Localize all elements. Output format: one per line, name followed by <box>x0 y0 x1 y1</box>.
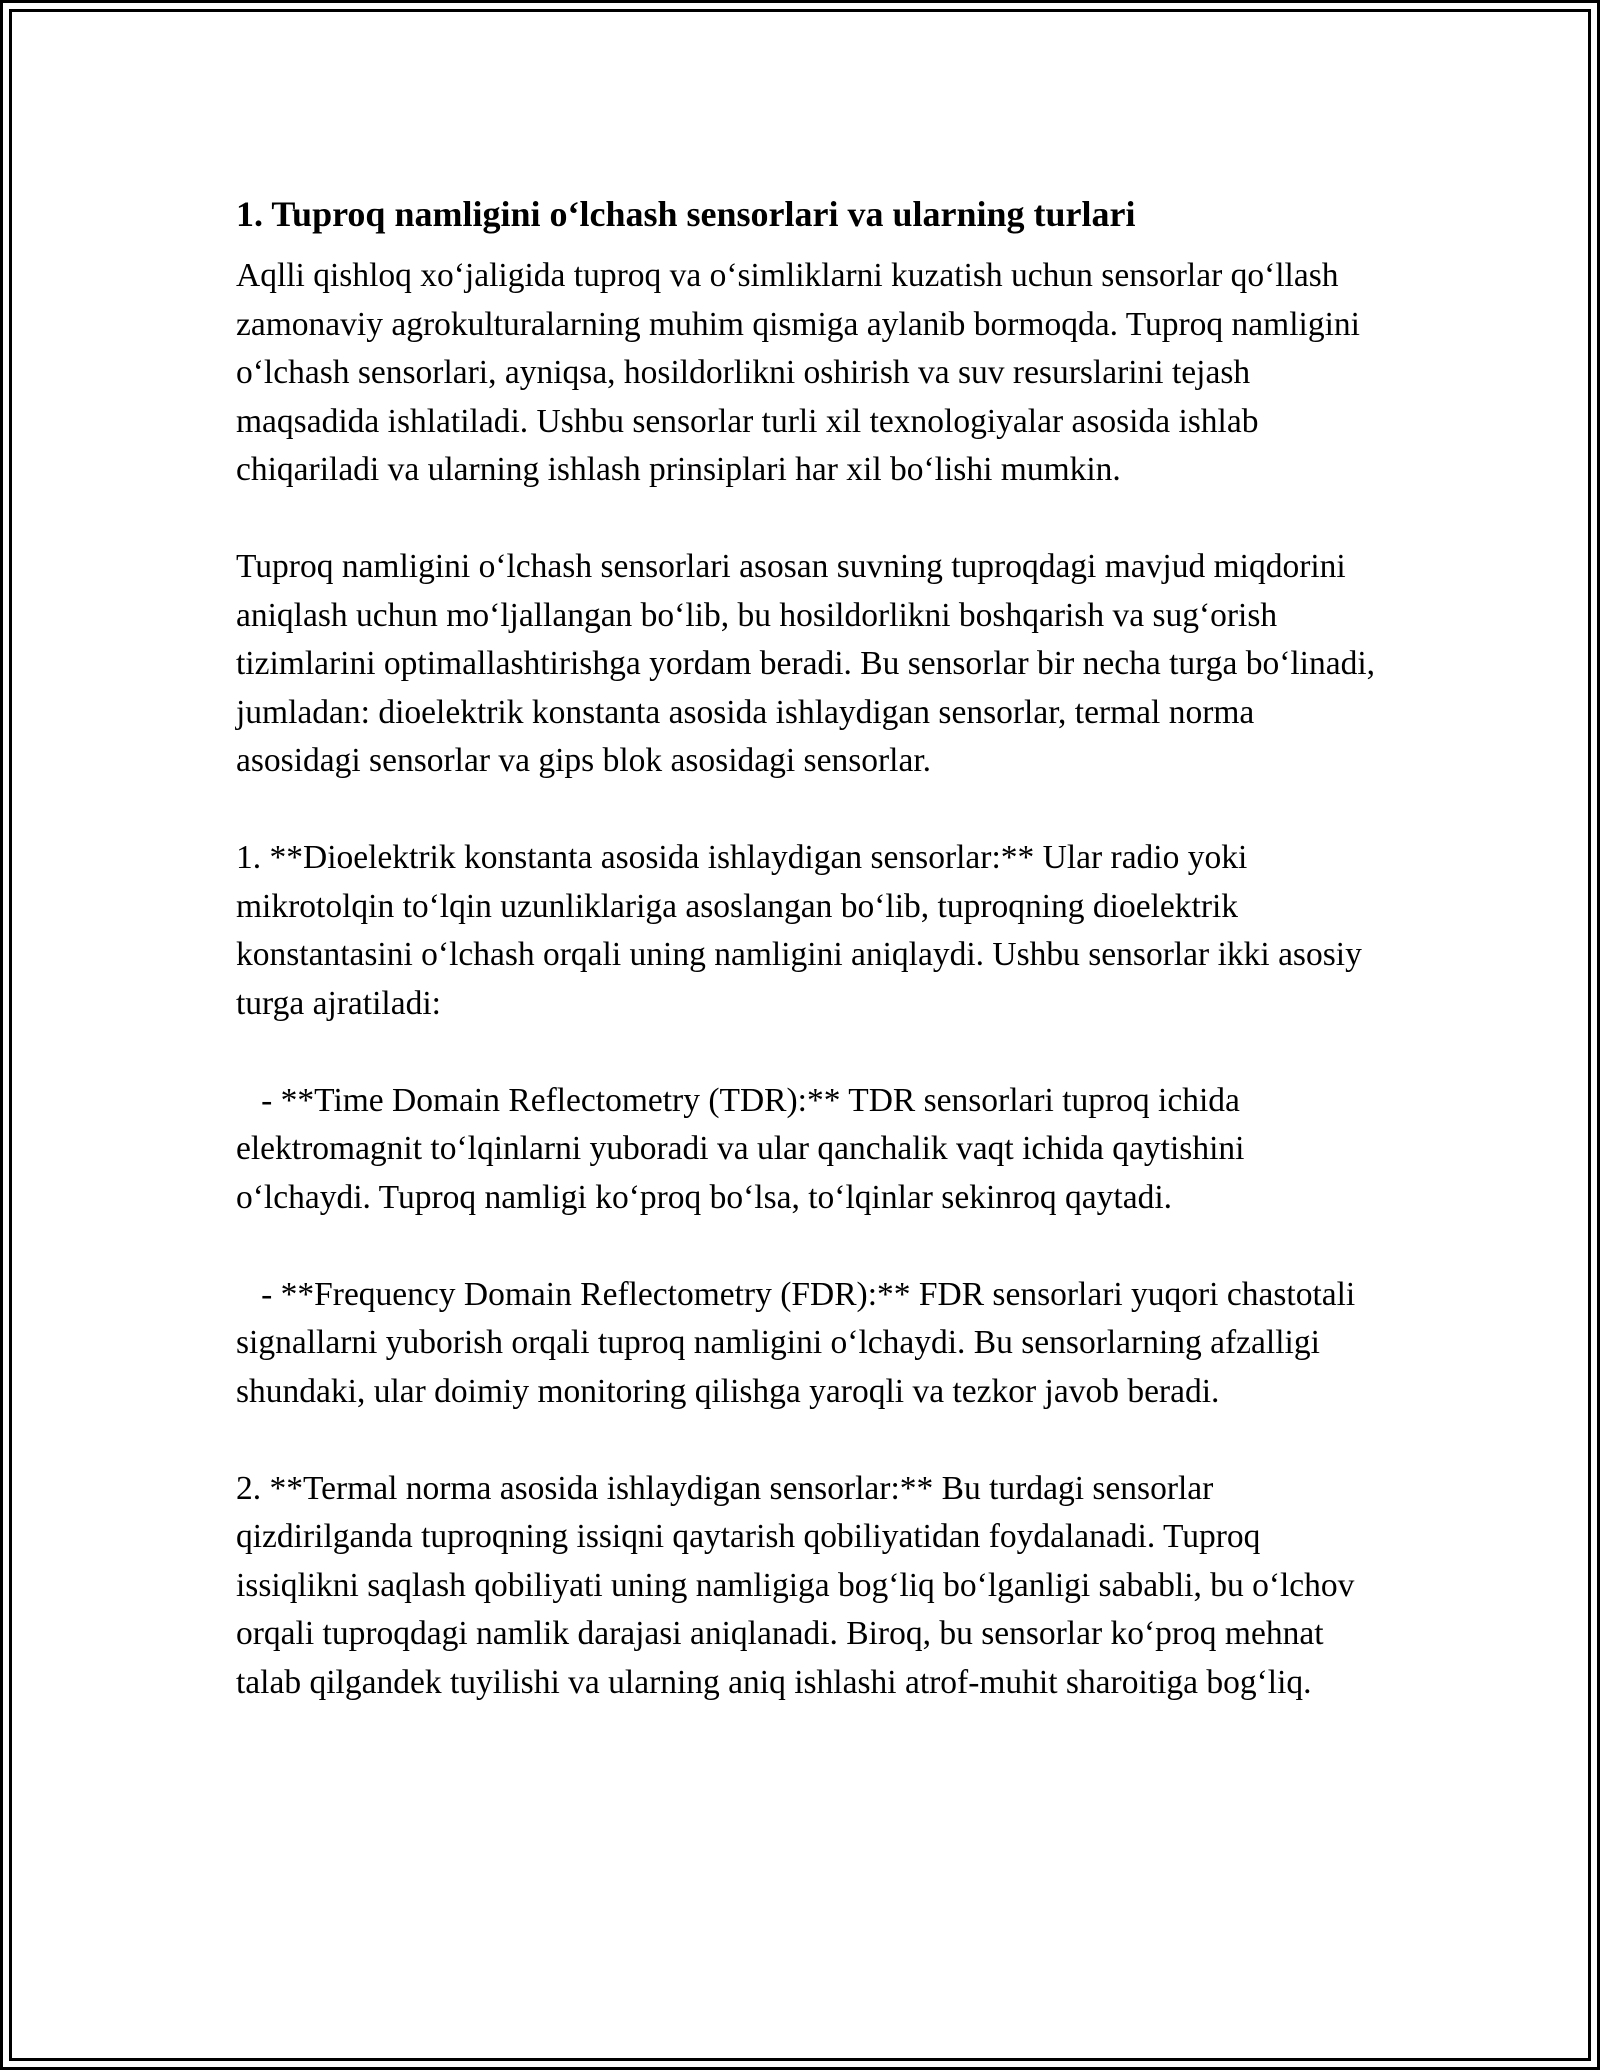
paragraph-overview: Tuproq namligini o‘lchash sensorlari asosan suvning tuproqdagi mavjud miqdorini aniqlash uchun mo‘ljallangan bo‘lib, bu hosildorlikni boshqarish va sug‘orish tizimlarini optimallashtirishga yordam beradi. Bu sensorlar bir necha turga bo‘linadi, jumladan: dioelektrik konstanta asosida ishlaydigan sensorlar, termal norma asosidagi sensorlar va gips blok asosidagi sensorlar. <box>236 548 1376 779</box>
paragraph-tdr: - **Time Domain Reflectometry (TDR):** TDR sensorlari tuproq ichida elektromagnit to‘lqinlarni yuboradi va ular qanchalik vaqt ichida qaytishini o‘lchaydi. Tuproq namligi ko‘proq bo‘lsa, to‘lqinlar sekinroq qaytadi. <box>236 1081 1253 1216</box>
paragraph-intro: Aqlli qishloq xo‘jaligida tuproq va o‘simliklarni kuzatish uchun sensorlar qo‘llash zamonaviy agrokulturalarning muhim qismiga aylanib bormoqda. Tuproq namligini o‘lchash sensorlari, ayniqsa, hosildorlikni oshirish va suv resurslarini tejash maqsadida ishlatiladi. Ushbu sensorlar turli xil texnologiyalar asosida ishlab chiqariladi va ularning ishlash prinsiplari har xil bo‘lishi mumkin. <box>236 257 1360 488</box>
paragraph-thermal: 2. **Termal norma asosida ishlaydigan sensorlar:** Bu turdagi sensorlar qizdirilganda tuproqning issiqni qaytarish qobiliyatidan foydalanadi. Tuproq issiqlikni saqlash qobiliyati uning namligiga bog‘liq bo‘lganligi sababli, bu o‘lchov orqali tuproqdagi namlik darajasi aniqlanadi. Biroq, bu sensorlar ko‘proq mehnat talab qilgandek tuyilishi va ularning aniq ishlashi atrof-muhit sharoitiga bog‘liq. <box>236 1469 1355 1701</box>
paragraph-fdr: - **Frequency Domain Reflectometry (FDR):** FDR sensorlari yuqori chastotali signallarni yuborish orqali tuproq namligini o‘lchaydi. Bu sensorlarning afzalligi shundaki, ular doimiy monitoring qilishga yaroqli va tezkor javob beradi. <box>236 1275 1364 1410</box>
paragraph-dielectric: 1. **Dioelektrik konstanta asosida ishlaydigan sensorlar:** Ular radio yoki mikrotolqin to‘lqin uzunliklariga asoslangan bo‘lib, tuproqning dioelektrik konstantasini o‘lchash orqali uning namligini aniqlaydi. Ushbu sensorlar ikki asosiy turga ajratiladi: <box>236 839 1362 1022</box>
document-body <box>236 188 1386 1707</box>
section-heading: 1. Tuproq namligini o‘lchash sensorlari va ularning turlari <box>236 194 1136 234</box>
